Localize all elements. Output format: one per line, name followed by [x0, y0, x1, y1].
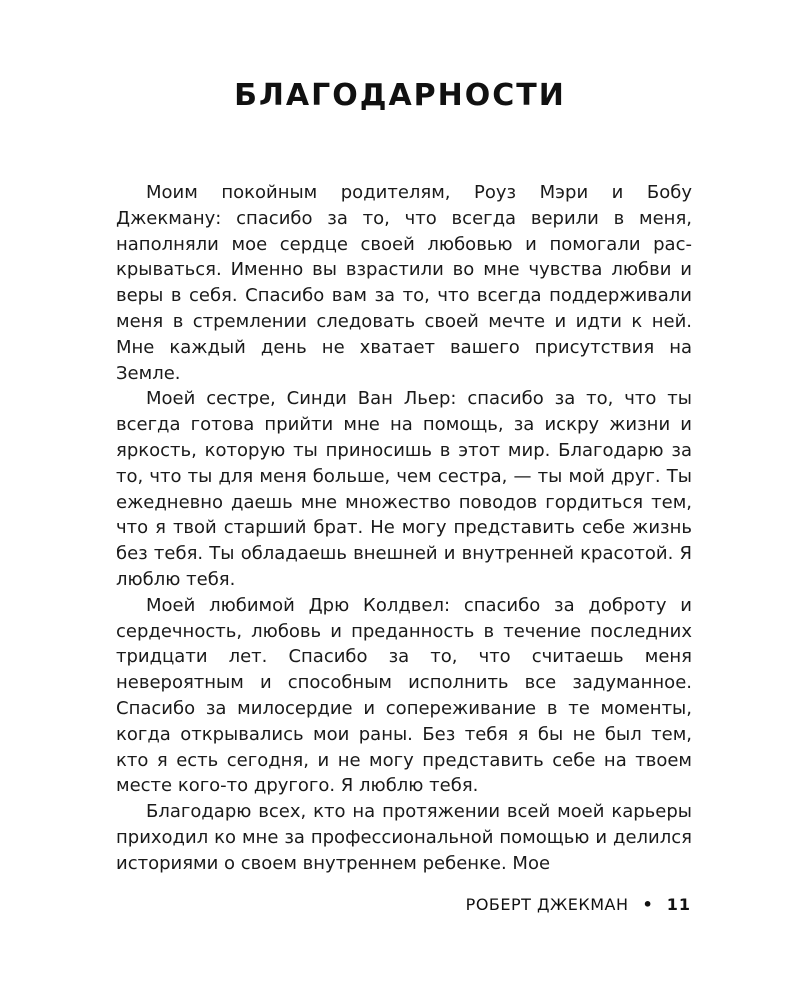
footer-author: РОБЕРТ ДЖЕКМАН [465, 895, 629, 914]
paragraph-drew: Моей любимой Дрю Колдвел: спасибо за доброту и сердечность, любовь и преданность в течение последних тридцати лет. Спасибо за то, что считаешь меня невероятным и способным исполнить все задуманное. Спасибо за милосердие и сопереживание в те моменты, когда открывались мои раны. Без тебя я бы не был тем, кто я есть сегодня, и не могу представить себе на твоем месте кого-то другого. Я люблю тебя. [116, 594, 692, 797]
running-footer [466, 895, 691, 914]
paragraph-parents: Моим покойным родителям, Роуз Мэри и Бобу Джекману: спасибо за то, что всегда верили в меня, наполняли мое сердце своей любовью и помогали раскрываться. Именно вы взрастили во мне чувства любви и веры в себя. Спасибо вам за то, что всегда поддерживали меня в стремлении следовать своей мечте и идти к ней. Мне каждый день не хватает вашего присутствия на Земле. [116, 182, 692, 384]
footer-separator: • [642, 895, 653, 914]
paragraph-sister: Моей сестре, Синди Ван Льер: спасибо за то, что ты всегда готова прийти мне на помощь, за искру жизни и яркость, которую ты приносишь в этот мир. Благодарю за то, что ты для меня больше, чем сестра, — ты мой друг. Ты ежедневно даешь мне множество поводов гордиться тем, что я твой старший брат. Не могу представить себе жизнь без тебя. Ты обладаешь внешней и внутренней красотой. Я люблю тебя. [116, 388, 692, 590]
body-text [116, 180, 692, 877]
page-title: БЛАГОДАРНОСТИ [234, 78, 566, 113]
paragraph-clients: Благодарю всех, кто на протяжении всей моей карьеры приходил ко мне за профессиональной помощью и делился историями о своем внутреннем ребенке. Мое [116, 801, 692, 874]
page-number: 11 [666, 895, 691, 914]
